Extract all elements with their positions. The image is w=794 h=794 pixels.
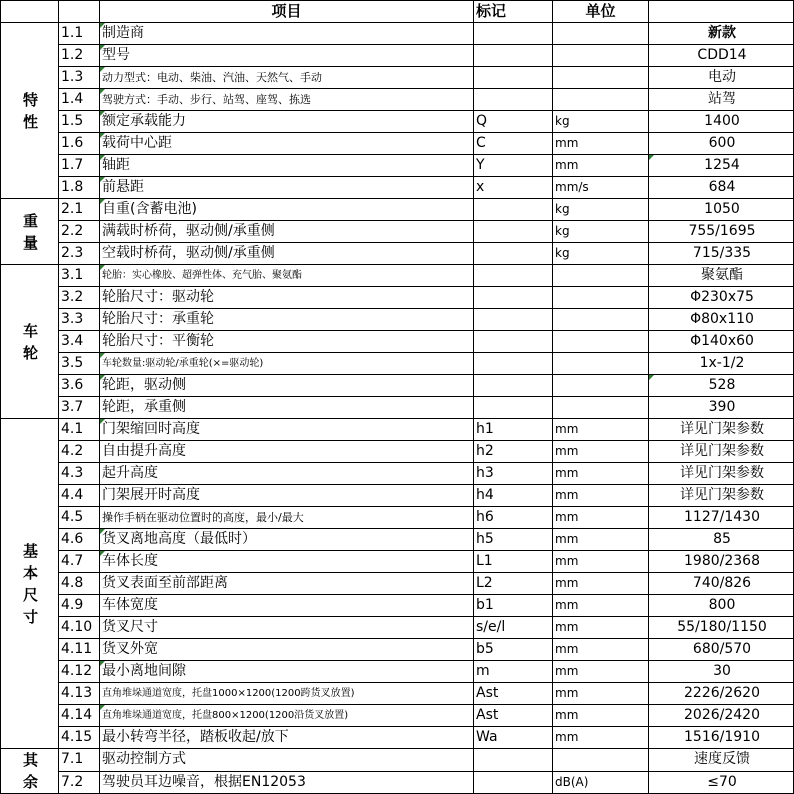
- row-value: 684: [649, 177, 794, 199]
- table-row: [1, 177, 794, 199]
- row-value: 2026/2420: [649, 705, 794, 727]
- row-number: 1.4: [59, 89, 100, 111]
- row-value: 85: [649, 529, 794, 551]
- row-symbol: L2: [474, 573, 553, 595]
- row-item: 操作手柄在驱动位置时的高度，最小/最大: [100, 507, 474, 529]
- row-symbol: b5: [474, 639, 553, 661]
- row-unit: [553, 67, 649, 89]
- row-value: 详见门架参数: [649, 485, 794, 507]
- row-unit: [553, 397, 649, 419]
- row-item: 货叉离地高度（最低时）: [100, 529, 474, 551]
- row-number: 1.6: [59, 133, 100, 155]
- row-unit: [553, 309, 649, 331]
- row-value: ≤70: [649, 771, 794, 794]
- table-row: [1, 551, 794, 573]
- category-char: 性: [22, 112, 38, 131]
- row-item: 驾驶员耳边噪音，根据EN12053: [100, 771, 474, 794]
- row-item: 空载时桥荷，驱动侧/承重侧: [100, 243, 474, 265]
- table-row: [1, 309, 794, 331]
- row-number: 1.3: [59, 67, 100, 89]
- row-item: 起升高度: [100, 463, 474, 485]
- row-symbol: h2: [474, 441, 553, 463]
- row-symbol: [474, 243, 553, 265]
- row-unit: [553, 375, 649, 397]
- table-row: [1, 485, 794, 507]
- row-item: 轮胎：实心橡胶、超弹性体、充气胎、聚氨酯: [100, 265, 474, 287]
- row-item: 载荷中心距: [100, 133, 474, 155]
- table-row: [1, 111, 794, 133]
- category-char: 基: [22, 541, 38, 560]
- row-item: 动力型式：电动、柴油、汽油、天然气、手动: [100, 67, 474, 89]
- row-symbol: [474, 45, 553, 67]
- row-symbol: [474, 749, 553, 772]
- row-unit: kg: [553, 221, 649, 243]
- row-value: 1x-1/2: [649, 353, 794, 375]
- row-symbol: h5: [474, 529, 553, 551]
- category-char: 尺: [22, 585, 38, 604]
- row-symbol: h3: [474, 463, 553, 485]
- row-unit: kg: [553, 111, 649, 133]
- row-item: 轮胎尺寸：驱动轮: [100, 287, 474, 309]
- row-value: 详见门架参数: [649, 463, 794, 485]
- row-value: CDD14: [649, 45, 794, 67]
- row-symbol: h6: [474, 507, 553, 529]
- row-item: 门架缩回时高度: [100, 419, 474, 441]
- table-row: [1, 155, 794, 177]
- row-unit: [553, 749, 649, 772]
- row-item: 轮距，承重侧: [100, 397, 474, 419]
- row-number: 4.15: [59, 727, 100, 749]
- row-value: 电动: [649, 67, 794, 89]
- row-symbol: [474, 67, 553, 89]
- row-value: 详见门架参数: [649, 441, 794, 463]
- row-item: 最小离地间隙: [100, 661, 474, 683]
- category-weight: [1, 199, 59, 265]
- row-number: 1.7: [59, 155, 100, 177]
- row-symbol: m: [474, 661, 553, 683]
- row-value: Φ230x75: [649, 287, 794, 309]
- row-unit: [553, 23, 649, 45]
- row-item: 车体长度: [100, 551, 474, 573]
- table-row: [1, 331, 794, 353]
- row-item: 额定承载能力: [100, 111, 474, 133]
- row-unit: kg: [553, 199, 649, 221]
- row-value: 详见门架参数: [649, 419, 794, 441]
- row-value: 1050: [649, 199, 794, 221]
- row-symbol: [474, 199, 553, 221]
- row-value: 30: [649, 661, 794, 683]
- row-number: 4.4: [59, 485, 100, 507]
- table-row: [1, 243, 794, 265]
- table-row: [1, 89, 794, 111]
- table-row: [1, 441, 794, 463]
- row-unit: mm: [553, 727, 649, 749]
- row-number: 4.12: [59, 661, 100, 683]
- category-char: 重: [22, 211, 38, 230]
- table-row: [1, 705, 794, 727]
- row-item: 自重(含蓄电池): [100, 199, 474, 221]
- header-row: [1, 1, 794, 23]
- row-number: 4.9: [59, 595, 100, 617]
- table-row: [1, 529, 794, 551]
- row-value: 600: [649, 133, 794, 155]
- row-symbol: h1: [474, 419, 553, 441]
- table-row: [1, 727, 794, 749]
- row-unit: mm: [553, 639, 649, 661]
- table-row: [1, 67, 794, 89]
- row-unit: [553, 89, 649, 111]
- row-value: 2226/2620: [649, 683, 794, 705]
- row-unit: mm: [553, 463, 649, 485]
- row-unit: [553, 45, 649, 67]
- table-row: [1, 353, 794, 375]
- row-number: 4.14: [59, 705, 100, 727]
- row-unit: mm: [553, 683, 649, 705]
- row-unit: mm: [553, 529, 649, 551]
- row-value: 1516/1910: [649, 727, 794, 749]
- row-symbol: Ast: [474, 705, 553, 727]
- row-unit: mm: [553, 617, 649, 639]
- row-symbol: h4: [474, 485, 553, 507]
- row-number: 4.5: [59, 507, 100, 529]
- row-unit: mm: [553, 441, 649, 463]
- row-number: 3.7: [59, 397, 100, 419]
- table-row: [1, 771, 794, 794]
- row-unit: [553, 265, 649, 287]
- row-symbol: L1: [474, 551, 553, 573]
- row-symbol: Q: [474, 111, 553, 133]
- row-symbol: [474, 331, 553, 353]
- row-unit: [553, 331, 649, 353]
- row-number: 4.10: [59, 617, 100, 639]
- row-number: 4.13: [59, 683, 100, 705]
- header-number: [59, 1, 100, 23]
- row-unit: mm: [553, 485, 649, 507]
- row-unit: mm/s: [553, 177, 649, 199]
- row-symbol: [474, 353, 553, 375]
- row-item: 货叉表面至前部距离: [100, 573, 474, 595]
- row-unit: mm: [553, 573, 649, 595]
- category-char: 其: [22, 751, 38, 769]
- row-value: 755/1695: [649, 221, 794, 243]
- row-symbol: Ast: [474, 683, 553, 705]
- row-value: 800: [649, 595, 794, 617]
- row-number: 3.3: [59, 309, 100, 331]
- row-number: 1.5: [59, 111, 100, 133]
- row-symbol: [474, 23, 553, 45]
- table-row: [1, 749, 794, 772]
- row-symbol: x: [474, 177, 553, 199]
- table-row: [1, 463, 794, 485]
- row-item: 驱动控制方式: [100, 749, 474, 772]
- row-symbol: s/e/l: [474, 617, 553, 639]
- header-item: 项目: [100, 1, 474, 23]
- row-number: 4.2: [59, 441, 100, 463]
- row-item: 制造商: [100, 23, 474, 45]
- row-value: 55/180/1150: [649, 617, 794, 639]
- row-item: 最小转弯半径，踏板收起/放下: [100, 727, 474, 749]
- row-value: 新款: [649, 23, 794, 45]
- table-row: [1, 221, 794, 243]
- row-value: 聚氨酯: [649, 265, 794, 287]
- row-number: 3.4: [59, 331, 100, 353]
- row-number: 3.1: [59, 265, 100, 287]
- row-unit: mm: [553, 595, 649, 617]
- row-unit: mm: [553, 705, 649, 727]
- row-number: 3.2: [59, 287, 100, 309]
- row-number: 4.1: [59, 419, 100, 441]
- table-row: [1, 133, 794, 155]
- row-item: 前悬距: [100, 177, 474, 199]
- table-row: [1, 661, 794, 683]
- row-number: 3.5: [59, 353, 100, 375]
- row-value: 740/826: [649, 573, 794, 595]
- table-row: [1, 375, 794, 397]
- category-char: 余: [22, 773, 38, 791]
- row-number: 4.3: [59, 463, 100, 485]
- header-section: [1, 1, 59, 23]
- row-unit: mm: [553, 551, 649, 573]
- row-symbol: b1: [474, 595, 553, 617]
- row-value: 1127/1430: [649, 507, 794, 529]
- row-unit: mm: [553, 507, 649, 529]
- table-row: [1, 199, 794, 221]
- table-row: [1, 507, 794, 529]
- row-value: 速度反馈: [649, 749, 794, 772]
- row-item: 直角堆垛通道宽度，托盘1000×1200(1200跨货叉放置): [100, 683, 474, 705]
- row-symbol: [474, 265, 553, 287]
- row-unit: [553, 353, 649, 375]
- row-item: 满载时桥荷，驱动侧/承重侧: [100, 221, 474, 243]
- header-unit: 单位: [553, 1, 649, 23]
- table-row: [1, 45, 794, 67]
- row-value: 1400: [649, 111, 794, 133]
- row-number: 4.8: [59, 573, 100, 595]
- category-other: [1, 749, 59, 794]
- row-symbol: [474, 89, 553, 111]
- row-value: 715/335: [649, 243, 794, 265]
- row-number: 3.6: [59, 375, 100, 397]
- table-row: [1, 683, 794, 705]
- category-features: [1, 23, 59, 199]
- header-symbol: 标记: [474, 1, 553, 23]
- row-number: 4.7: [59, 551, 100, 573]
- row-number: 4.11: [59, 639, 100, 661]
- table-row: [1, 287, 794, 309]
- table-row: [1, 573, 794, 595]
- row-value: 528: [649, 375, 794, 397]
- row-item: 驾驶方式：手动、步行、站驾、座驾、拣选: [100, 89, 474, 111]
- row-number: 1.1: [59, 23, 100, 45]
- row-number: 7.1: [59, 749, 100, 772]
- row-item: 轮距，驱动侧: [100, 375, 474, 397]
- row-number: 1.8: [59, 177, 100, 199]
- row-number: 7.2: [59, 771, 100, 794]
- row-value: 390: [649, 397, 794, 419]
- row-symbol: [474, 287, 553, 309]
- row-item: 车体宽度: [100, 595, 474, 617]
- row-unit: mm: [553, 661, 649, 683]
- row-symbol: [474, 221, 553, 243]
- row-value: 1980/2368: [649, 551, 794, 573]
- category-wheels: [1, 265, 59, 419]
- row-item: 型号: [100, 45, 474, 67]
- row-value: 680/570: [649, 639, 794, 661]
- row-unit: kg: [553, 243, 649, 265]
- row-symbol: Y: [474, 155, 553, 177]
- row-symbol: [474, 771, 553, 794]
- table-row: [1, 639, 794, 661]
- header-value: [649, 1, 794, 23]
- row-symbol: [474, 375, 553, 397]
- row-number: 2.2: [59, 221, 100, 243]
- row-symbol: [474, 397, 553, 419]
- category-char: 车: [22, 321, 38, 340]
- row-item: 轴距: [100, 155, 474, 177]
- row-value: Φ80x110: [649, 309, 794, 331]
- row-value: 站驾: [649, 89, 794, 111]
- row-item: 直角堆垛通道宽度，托盘800×1200(1200沿货叉放置): [100, 705, 474, 727]
- row-number: 2.1: [59, 199, 100, 221]
- category-char: 本: [22, 563, 38, 582]
- table-row: [1, 617, 794, 639]
- row-item: 货叉尺寸: [100, 617, 474, 639]
- row-symbol: [474, 309, 553, 331]
- row-value: Φ140x60: [649, 331, 794, 353]
- table-row: [1, 23, 794, 45]
- row-number: 4.6: [59, 529, 100, 551]
- category-char: 轮: [22, 343, 38, 362]
- category-char: 特: [22, 90, 38, 109]
- row-item: 轮胎尺寸：承重轮: [100, 309, 474, 331]
- row-unit: [553, 287, 649, 309]
- row-value: 1254: [649, 155, 794, 177]
- row-item: 门架展开时高度: [100, 485, 474, 507]
- table-row: [1, 419, 794, 441]
- row-number: 2.3: [59, 243, 100, 265]
- category-char: 量: [22, 233, 38, 252]
- row-item: 车轮数量:驱动轮/承重轮(×=驱动轮): [100, 353, 474, 375]
- category-dimensions: [1, 419, 59, 749]
- table-row: [1, 397, 794, 419]
- row-symbol: C: [474, 133, 553, 155]
- category-char: 寸: [22, 607, 38, 626]
- row-item: 轮胎尺寸：平衡轮: [100, 331, 474, 353]
- row-unit: mm: [553, 133, 649, 155]
- row-item: 货叉外宽: [100, 639, 474, 661]
- row-unit: mm: [553, 419, 649, 441]
- table-row: [1, 595, 794, 617]
- row-number: 1.2: [59, 45, 100, 67]
- row-unit: dB(A): [553, 771, 649, 794]
- row-symbol: Wa: [474, 727, 553, 749]
- row-item: 自由提升高度: [100, 441, 474, 463]
- table-row: [1, 265, 794, 287]
- row-unit: mm: [553, 155, 649, 177]
